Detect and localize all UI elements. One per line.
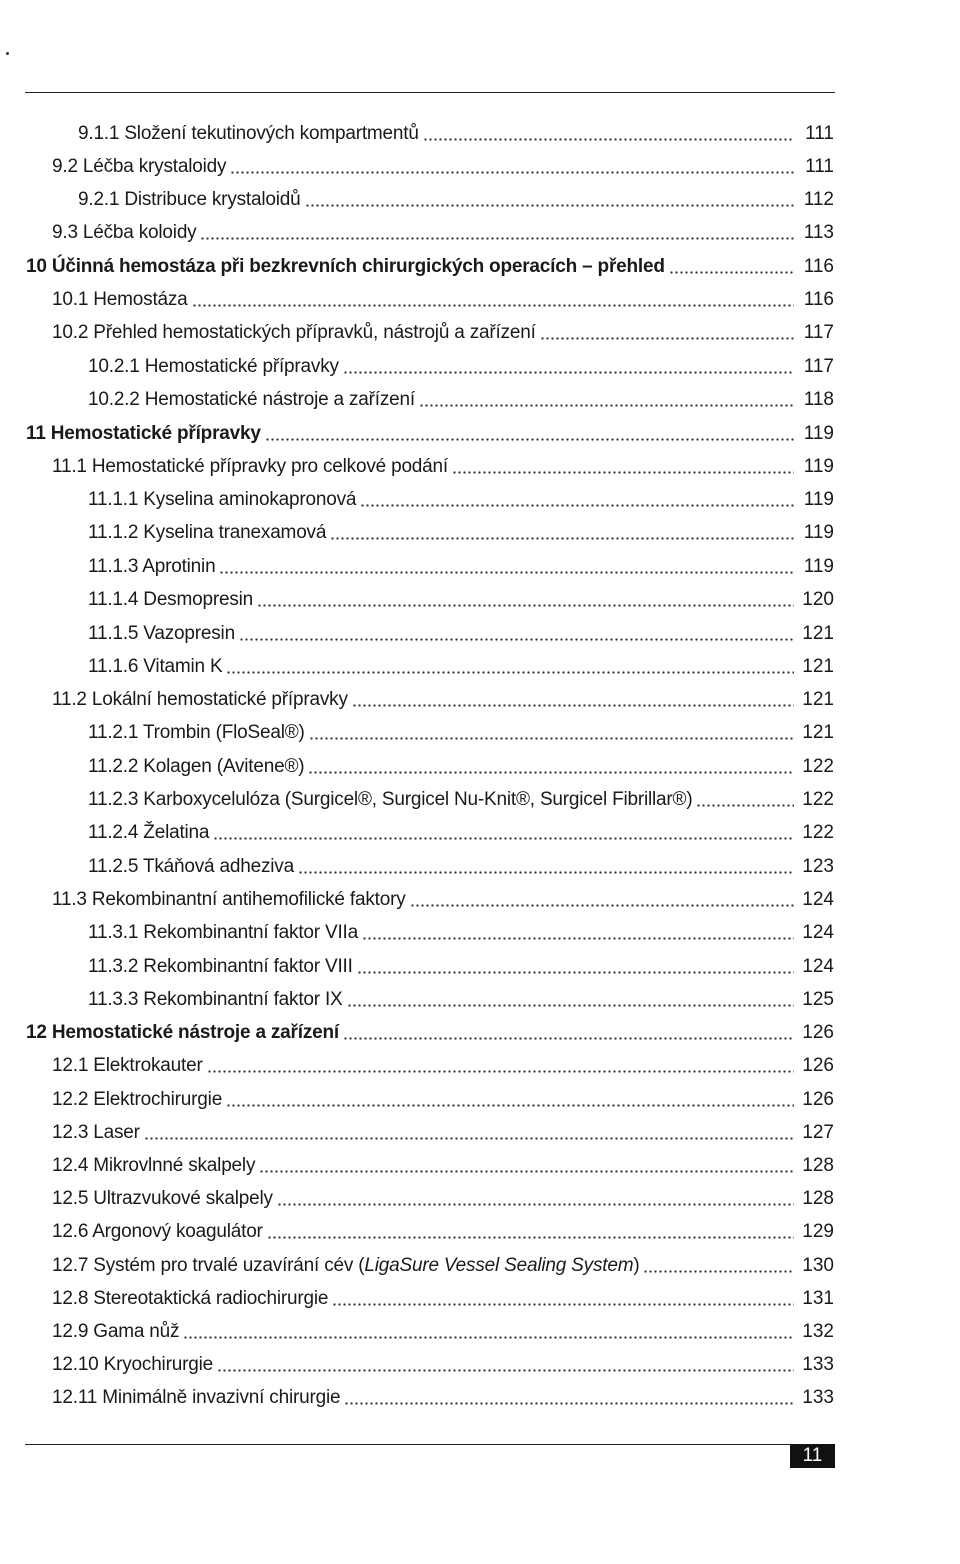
toc-entry[interactable]: 12.2 Elektrochirurgie 126 bbox=[52, 1089, 834, 1110]
toc-entry[interactable]: 12.10 Kryochirurgie 133 bbox=[52, 1354, 834, 1375]
toc-entry[interactable]: 10.1 Hemostáza 116 bbox=[52, 289, 834, 310]
toc-entry[interactable]: 11.3 Rekombinantní antihemofilické faktory 124 bbox=[52, 889, 834, 910]
toc-entry[interactable]: 12.6 Argonový koagulátor 129 bbox=[52, 1221, 834, 1242]
toc-entry[interactable]: 12.1 Elektrokauter 126 bbox=[52, 1055, 834, 1076]
toc-entry[interactable]: 11.1.4 Desmopresin 120 bbox=[88, 589, 834, 610]
toc-entry[interactable]: 11.2.4 Želatina 122 bbox=[88, 822, 834, 843]
toc-entry[interactable]: 11.2.1 Trombin (FloSeal®) 121 bbox=[88, 722, 834, 743]
toc-chapter[interactable]: 10 Účinná hemostáza při bezkrevních chirurgických operacích – přehled 116 bbox=[26, 256, 834, 277]
toc-entry[interactable]: 11.1.1 Kyselina aminokapronová 119 bbox=[88, 489, 834, 510]
scan-speck bbox=[6, 52, 9, 55]
top-rule bbox=[25, 92, 835, 93]
toc-entry[interactable]: 12.4 Mikrovlnné skalpely 128 bbox=[52, 1155, 834, 1176]
toc-entry[interactable]: 11.1.2 Kyselina tranexamová 119 bbox=[88, 522, 834, 543]
toc-entry[interactable]: 12.3 Laser 127 bbox=[52, 1122, 834, 1143]
toc-entry[interactable]: 11.2.3 Karboxycelulóza (Surgicel®, Surgicel Nu-Knit®, Surgicel Fibrillar®) 122 bbox=[88, 789, 834, 810]
toc-entry[interactable]: 10.2 Přehled hemostatických přípravků, nástrojů a zařízení 117 bbox=[52, 322, 834, 343]
toc-entry[interactable]: 9.1.1 Složení tekutinových kompartmentů 111 bbox=[78, 123, 834, 144]
toc-entry[interactable]: 12.8 Stereotaktická radiochirurgie 131 bbox=[52, 1288, 834, 1309]
page-number: 11 bbox=[790, 1444, 835, 1468]
toc-entry[interactable]: 9.3 Léčba koloidy 113 bbox=[52, 222, 834, 243]
toc-entry[interactable]: 10.2.1 Hemostatické přípravky 117 bbox=[88, 356, 834, 377]
toc-entry[interactable]: 11.1.5 Vazopresin 121 bbox=[88, 623, 834, 644]
toc-entry[interactable]: 11.1 Hemostatické přípravky pro celkové podání 119 bbox=[52, 456, 834, 477]
toc-chapter[interactable]: 11 Hemostatické přípravky 119 bbox=[26, 423, 834, 444]
toc-entry[interactable]: 11.1.3 Aprotinin 119 bbox=[88, 556, 834, 577]
toc-entry[interactable]: 12.11 Minimálně invazivní chirurgie 133 bbox=[52, 1387, 834, 1408]
toc-entry[interactable]: 11.2.2 Kolagen (Avitene®) 122 bbox=[88, 756, 834, 777]
toc-entry[interactable]: 11.3.2 Rekombinantní faktor VIII 124 bbox=[88, 956, 834, 977]
toc-entry[interactable]: 12.7 Systém pro trvalé uzavírání cév (LigaSure Vessel Sealing System) 130 bbox=[52, 1255, 834, 1276]
toc-entry[interactable]: 11.2 Lokální hemostatické přípravky 121 bbox=[52, 689, 834, 710]
toc-chapter[interactable]: 12 Hemostatické nástroje a zařízení 126 bbox=[26, 1022, 834, 1043]
toc-entry[interactable]: 12.5 Ultrazvukové skalpely 128 bbox=[52, 1188, 834, 1209]
toc-entry[interactable]: 9.2.1 Distribuce krystaloidů 112 bbox=[78, 189, 834, 210]
toc-entry[interactable]: 11.3.3 Rekombinantní faktor IX 125 bbox=[88, 989, 834, 1010]
toc-entry[interactable]: 11.2.5 Tkáňová adheziva 123 bbox=[88, 856, 834, 877]
toc-entry[interactable]: 10.2.2 Hemostatické nástroje a zařízení 118 bbox=[88, 389, 834, 410]
toc-entry[interactable]: 12.9 Gama nůž 132 bbox=[52, 1321, 834, 1342]
toc-entry[interactable]: 11.3.1 Rekombinantní faktor VIIa 124 bbox=[88, 922, 834, 943]
toc-entry[interactable]: 9.2 Léčba krystaloidy 111 bbox=[52, 156, 834, 177]
toc-entry[interactable]: 11.1.6 Vitamin K 121 bbox=[88, 656, 834, 677]
bottom-rule bbox=[25, 1444, 790, 1445]
